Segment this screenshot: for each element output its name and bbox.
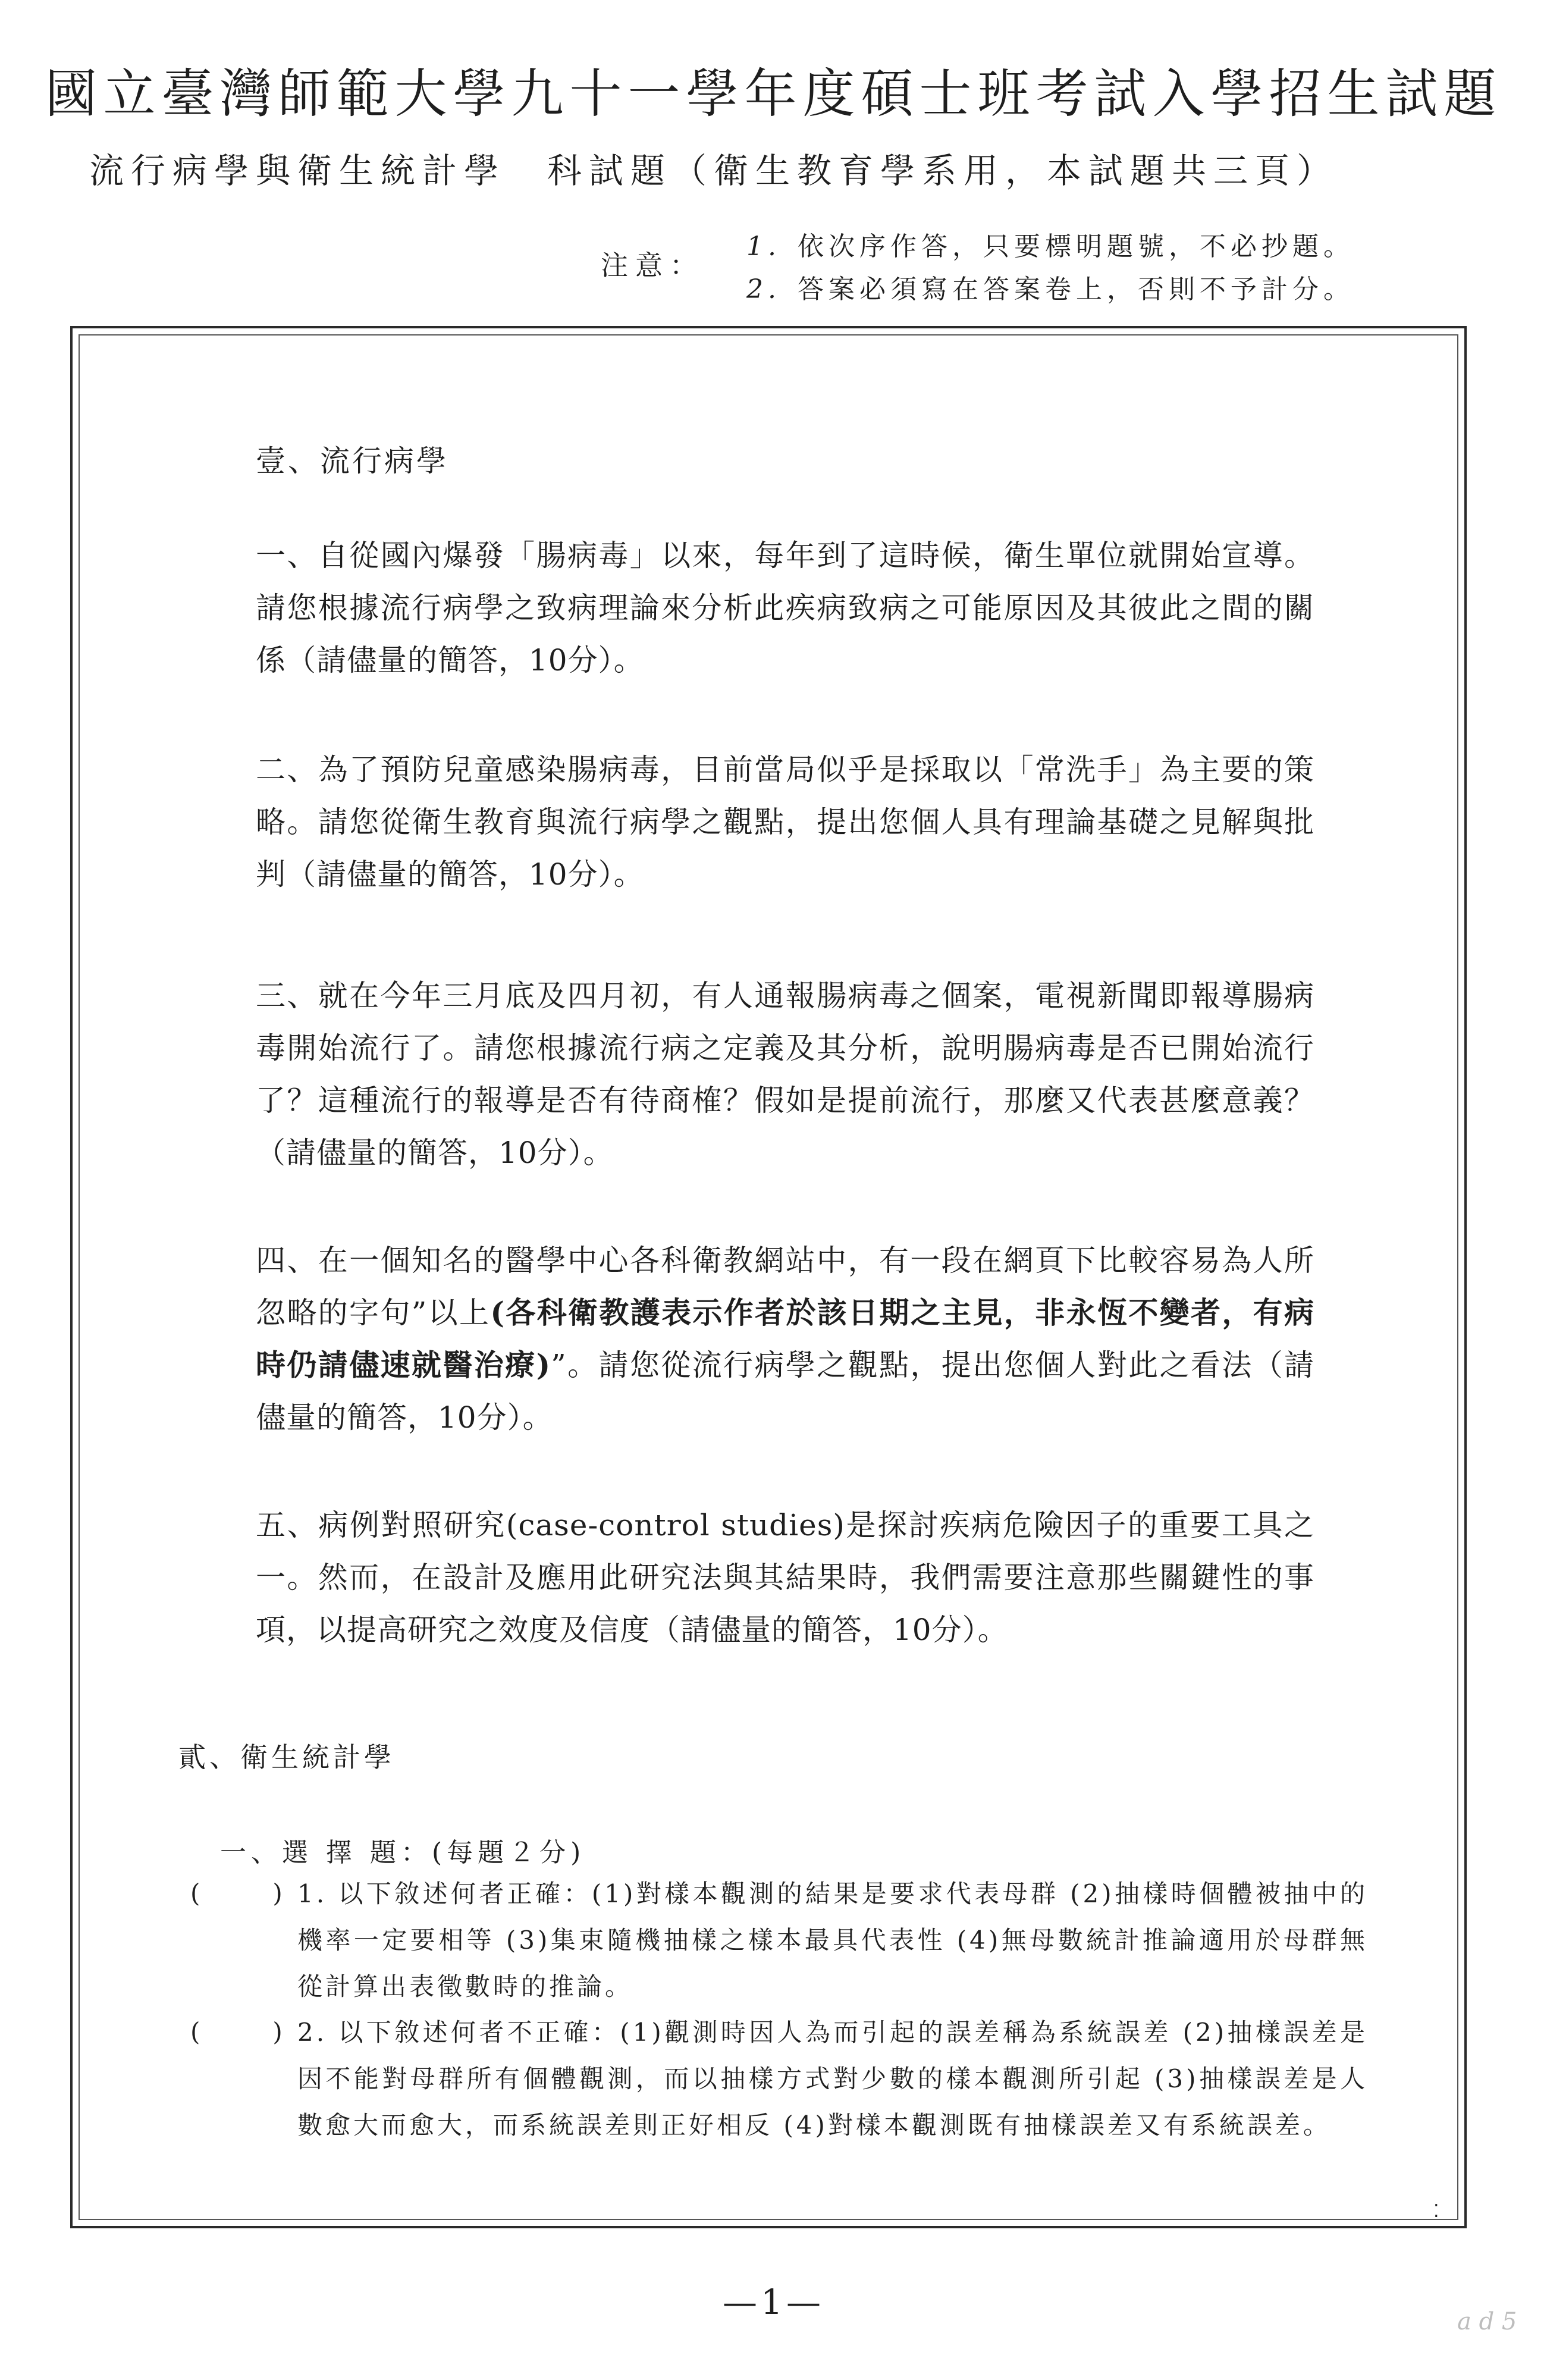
question-4-text-end: ”。請您從流行病學之觀點，提出您個人對此之看法（請儘量的簡答，10分）。 <box>256 1348 1314 1435</box>
note-number: 2. <box>746 274 781 305</box>
note-text: 答案必須寫在答案卷上，否則不予計分。 <box>797 274 1354 305</box>
note-item <box>746 225 1354 263</box>
choice-question-text: 以下敘述何者不正確：(1)觀測時因人為而引起的誤差稱為系統誤差 (2)抽樣誤差是因不能對母群所有個體觀測，而以抽樣方式對少數的樣本觀測所引起 (3)抽樣誤差是人數愈大而愈大，而系統誤差則正好相反 (4)對樣本觀測既有抽樣誤差又有系統誤差。 <box>297 2018 1368 2140</box>
choice-question-2 <box>297 2009 1368 2149</box>
choice-question-number: 2. <box>297 2018 328 2047</box>
note-number: 1. <box>746 231 781 262</box>
multiple-choice-heading: 一、選 擇 題：(每題２分) <box>220 1837 586 1868</box>
question-4-quote: (各科衛教護表示作者於該日期之主見，非永恆不變者，有病時仍請儘速就醫治療) <box>256 1295 1315 1382</box>
answer-blank[interactable]: ( ) <box>190 2017 306 2046</box>
question-5: 五、病例對照研究(case-control studies)是探討疾病危險因子的重要工具之一。然而，在設計及應用此研究法與其結果時，我們需要注意那些關鍵性的事項，以提高研究之效度及信度（請儘量的簡答，10分）。 <box>256 1508 1314 1647</box>
exam-subtitle: 流行病學與衛生統計學 科試題（衛生教育學系用，本試題共三頁） <box>89 150 1339 191</box>
notes-label: 注意： <box>601 249 704 281</box>
answer-blank[interactable]: ( ) <box>190 1879 306 1908</box>
note-item <box>746 268 1354 306</box>
question-3: 三、就在今年三月底及四月初，有人通報腸病毒之個案，電視新聞即報導腸病毒開始流行了。請您根據流行病之定義及其分析，說明腸病毒是否已開始流行了？這種流行的報導是否有待商榷？假如是提前流行，那麼又代表甚麼意義？（請儘量的簡答，10分）。 <box>256 979 1314 1170</box>
exam-title: 國立臺灣師範大學九十一學年度碩士班考試入學招生試題 <box>45 63 1502 124</box>
question-2: 二、為了預防兒童感染腸病毒，目前當局似乎是採取以「常洗手」為主要的策略。請您從衛生教育與流行病學之觀點，提出您個人具有理論基礎之見解與批判（請儘量的簡答，10分）。 <box>256 752 1314 892</box>
section-heading-statistics: 貳、衛生統計學 <box>178 1741 395 1773</box>
section-heading-epidemiology: 壹、流行病學 <box>256 444 448 478</box>
note-text: 依次序作答，只要標明題號，不必抄題。 <box>797 231 1354 262</box>
question-1: 一、自從國內爆發「腸病毒」以來，每年到了這時候，衛生單位就開始宣導。請您根據流行病學之致病理論來分析此疾病致病之可能原因及其彼此之間的關係（請儘量的簡答，10分）。 <box>256 538 1314 678</box>
question-4 <box>256 1234 1314 1444</box>
margin-mark: a d 5 <box>1457 2308 1517 2335</box>
choice-question-text: 以下敘述何者正確：(1)對樣本觀測的結果是要求代表母群 (2)抽樣時個體被抽中的機率一定要相等 (3)集束隨機抽樣之樣本最具代表性 (4)無母數統計推論適用於母群無從計算出表徵數時的推論。 <box>297 1879 1368 2001</box>
scan-speck: ⁚ <box>1433 2201 1439 2222</box>
choice-question-1 <box>297 1871 1368 2010</box>
choice-question-number: 1. <box>297 1879 328 1908</box>
question-4-text: 四、在一個知名的醫學中心各科衛教網站中，有一段在網頁下比較容易為人所忽略的字句”以上 <box>256 1243 1314 1330</box>
page-number: —1— <box>723 2282 824 2322</box>
